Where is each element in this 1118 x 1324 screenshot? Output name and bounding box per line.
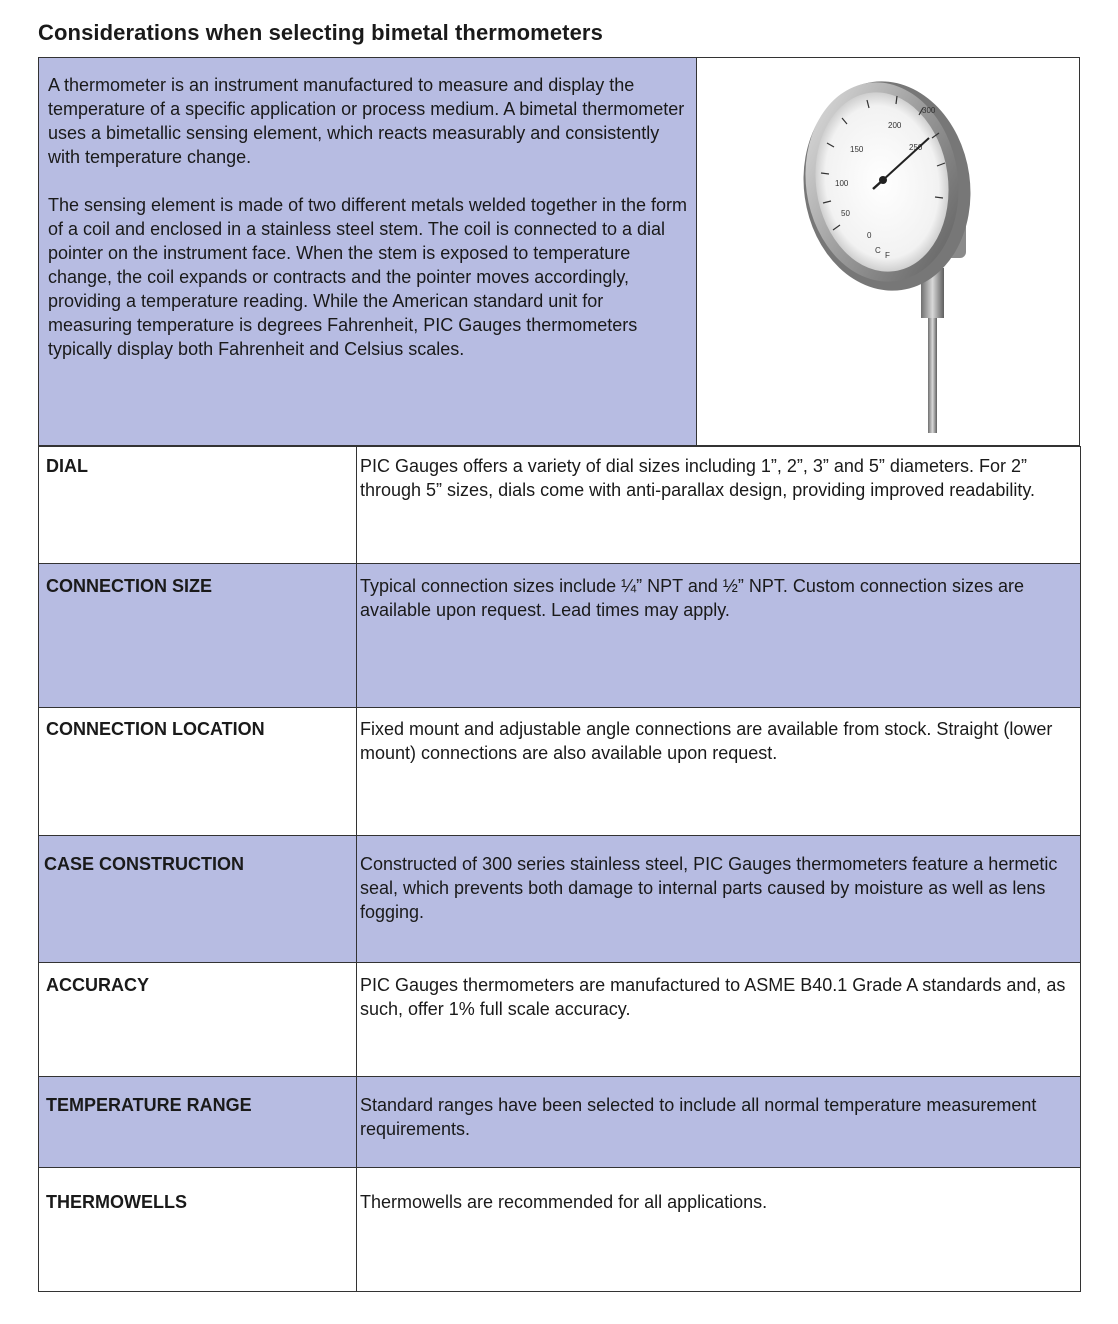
dial-label: 200 [888,121,902,130]
row-label: THERMOWELLS [39,1168,357,1292]
dial-label: 0 [867,231,872,240]
row-description: Standard ranges have been selected to include all normal temperature measurement requirements. [357,1077,1081,1168]
row-label: CONNECTION LOCATION [39,708,357,836]
dial-label: 300 [922,106,936,115]
row-description: Fixed mount and adjustable angle connections are available from stock. Straight (lower mount) connections are also available upon request. [357,708,1081,836]
dial-label: F [885,251,890,260]
intro-paragraph: The sensing element is made of two different metals welded together in the form of a coil and enclosed in a stainless steel stem. The coil is connected to a dial pointer on the instrument face. When the stem is exposed to temperature change, the coil expands or contracts and the pointer moves accordingly, providing a temperature reading. While the American standard unit for measuring temperature is degrees Fahrenheit, PIC Gauges thermometers typically display both Fahrenheit and Celsius scales. [48,195,688,359]
dial-label: 150 [850,145,864,154]
intro-paragraph: A thermometer is an instrument manufactured to measure and display the temperature of a specific application or process medium. A bimetal thermometer uses a bimetallic sensing element, which reacts measurably and consistently with temperature change. [48,75,685,167]
intro-text [39,58,697,445]
page-title: Considerations when selecting bimetal thermometers [38,20,603,45]
table-row [39,836,1081,963]
intro-panel [38,57,1080,446]
row-label: CASE CONSTRUCTION [39,836,357,963]
table-row [39,564,1081,708]
row-label: TEMPERATURE RANGE [39,1077,357,1168]
bimetal-thermometer-photo [697,58,1079,445]
thermometer-image [697,58,1079,445]
dial-pivot [879,176,887,184]
table-row [39,1168,1081,1292]
table-row [39,708,1081,836]
dial-label: 250 [909,143,923,152]
row-description: PIC Gauges thermometers are manufactured to ASME B40.1 Grade A standards and, as such, offer 1% full scale accuracy. [357,963,1081,1077]
table-row [39,447,1081,564]
table-row [39,963,1081,1077]
row-description: Constructed of 300 series stainless steel, PIC Gauges thermometers feature a hermetic seal, which prevents both damage to internal parts caused by moisture as well as lens fogging. [357,836,1081,963]
row-label: ACCURACY [39,963,357,1077]
dial-label: 100 [835,179,849,188]
table-row [39,1077,1081,1168]
row-description: PIC Gauges offers a variety of dial sizes including 1”, 2”, 3” and 5” diameters. For 2” through 5” sizes, dials come with anti-parallax design, providing improved readability. [357,447,1081,564]
stem [928,313,937,433]
row-description: Thermowells are recommended for all applications. [357,1168,1081,1292]
spec-table [38,446,1081,1292]
dial-label: 50 [841,209,850,218]
row-label: DIAL [39,447,357,564]
dial-label: C [875,246,881,255]
row-description: Typical connection sizes include ¼” NPT and ½” NPT. Custom connection sizes are available upon request. Lead times may apply. [357,564,1081,708]
row-label: CONNECTION SIZE [39,564,357,708]
